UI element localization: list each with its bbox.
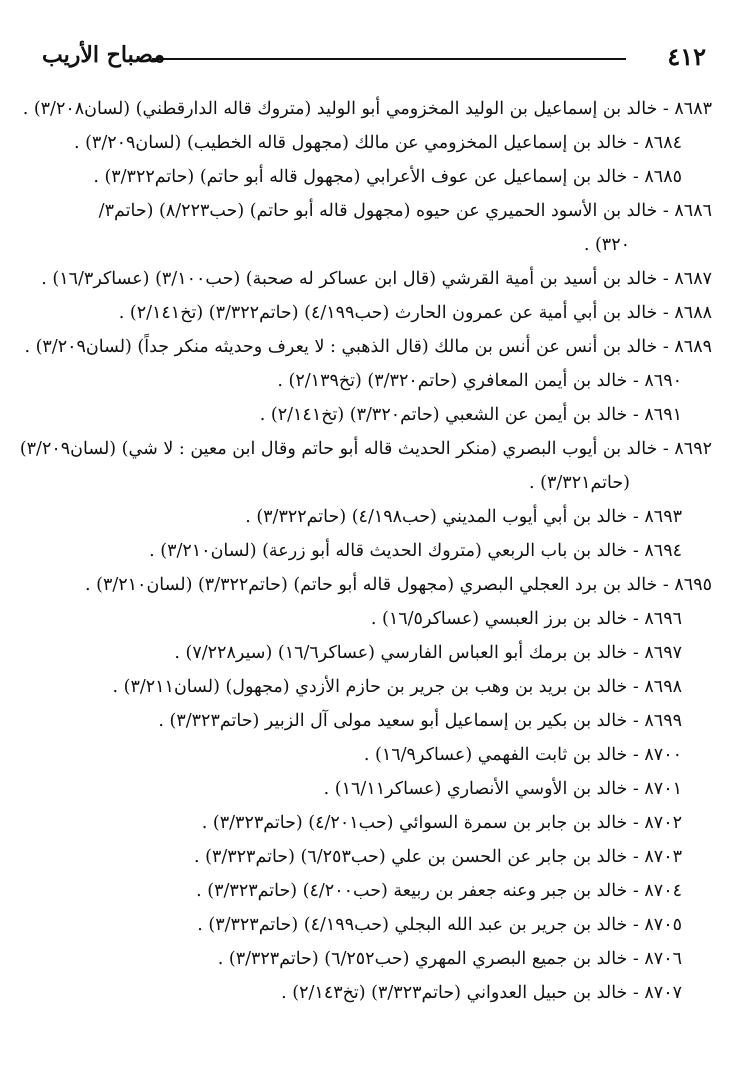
entry-8699 [24,704,712,738]
entry-line: ٨٦٩٩ - خالد بن بكير بن إسماعيل أبو سعيد مولى آل الزبير (حاتم٣/٣٢٣) . [158,711,682,731]
entry-line: ٨٦٩٥ - خالد بن برد العجلي البصري (مجهول قاله أبو حاتم) (حاتم٣/٣٢٢) (لسان٣/٢١٠) . [84,575,712,595]
entry-8698 [24,670,712,704]
entry-line: ٨٦٨٣ - خالد بن إسماعيل بن الوليد المخزومي أبو الوليد (متروك قاله الدارقطني) (لسان٣/٢٠٨) . [22,99,712,119]
entry-line: ٨٦٩٦ - خالد بن برز العبسي (عساكر١٦/٥) . [370,609,682,629]
entry-8686 [24,194,712,262]
entry-8706 [24,942,712,976]
entry-8692 [19,432,712,500]
entry-8691 [24,398,712,432]
entry-line: ٨٧٠٦ - خالد بن جميع البصري المهري (حب٦/٢٥٢) (حاتم٣/٣٢٣) . [217,949,682,969]
entry-8696 [24,602,712,636]
entry-line: ٨٦٩٠ - خالد بن أيمن المعافري (حاتم٣/٣٢٠) (تخ٢/١٣٩) . [277,371,682,391]
entry-8703 [24,840,712,874]
entry-8690 [24,364,712,398]
entry-line: ٨٧٠٠ - خالد بن ثابت الفهمي (عساكر١٦/٩) . [363,745,682,765]
page-header [30,40,718,72]
entry-list [19,92,712,1010]
entry-8702 [24,806,712,840]
entry-8685 [24,160,712,194]
entry-line: ٨٦٩٣ - خالد بن أبي أيوب المديني (حب٤/١٩٨) (حاتم٣/٣٢٢) . [245,507,682,527]
entry-line: ٨٦٩٧ - خالد بن برمك أبو العباس الفارسي (عساكر١٦/٦) (سير٧/٢٢٨) . [174,643,682,663]
entry-8704 [24,874,712,908]
entry-8701 [24,772,712,806]
entry-8683 [24,92,712,126]
entry-8697 [24,636,712,670]
entry-8693 [24,500,712,534]
entry-line: ٨٧٠٤ - خالد بن جبر وعنه جعفر بن ربيعة (حب٤/٢٠٠) (حاتم٣/٣٢٣) . [196,881,682,901]
entry-8684 [24,126,712,160]
page-number: ٤١٢ [667,42,706,71]
entry-line: ٨٦٩٨ - خالد بن بريد بن وهب بن جرير بن حازم الأزدي (مجهول) (لسان٣/٢١١) . [112,677,682,697]
entry-line: ٨٦٨٩ - خالد بن أنس عن أنس بن مالك (قال الذهبي : لا يعرف وحديثه منكر جداً) (لسان٣/٢٠٩) . [24,337,712,357]
entry-line: ٨٦٨٥ - خالد بن إسماعيل عن عوف الأعرابي (مجهول قاله أبو حاتم) (حاتم٣/٣٢٢) . [93,167,682,187]
entry-line: ٨٧٠١ - خالد بن الأوسي الأنصاري (عساكر١٦/١١) . [323,779,682,799]
entry-line: ٨٧٠٣ - خالد بن جابر عن الحسن بن علي (حب٦/٢٥٣) (حاتم٣/٣٢٣) . [194,847,682,867]
entry-8705 [24,908,712,942]
entry-line: ٨٧٠٥ - خالد بن جرير بن عبد الله البجلي (حب٤/١٩٩) (حاتم٣/٣٢٣) . [197,915,682,935]
entry-line: ٨٦٩٤ - خالد بن باب الربعي (متروك الحديث قاله أبو زرعة) (لسان٣/٢١٠) . [149,541,682,561]
entry-line: ٨٧٠٧ - خالد بن حبيل العدواني (حاتم٣/٣٢٣) (تخ٢/١٤٣) . [281,983,682,1003]
entry-line: ٨٧٠٢ - خالد بن جابر بن سمرة السوائي (حب٤/٢٠١) (حاتم٣/٣٢٣) . [201,813,682,833]
entry-line: ٨٦٩١ - خالد بن أيمن عن الشعبي (حاتم٣/٣٢٠) (تخ٢/١٤١) . [259,405,682,425]
entry-8689 [24,330,712,364]
entry-8694 [24,534,712,568]
entry-8707 [24,976,712,1010]
entry-line: ٨٦٨٨ - خالد بن أبي أمية عن عمرون الحارث (حب٤/١٩٩) (حاتم٣/٣٢٢) (تخ٢/١٤١) . [118,303,712,323]
header-rule [152,58,626,60]
entry-line: ٨٦٨٤ - خالد بن إسماعيل المخزومي عن مالك (مجهول قاله الخطيب) (لسان٣/٢٠٩) . [73,133,682,153]
entry-8688 [24,296,712,330]
entry-8695 [24,568,712,602]
entry-line: ٨٦٩٢ - خالد بن أيوب البصري (منكر الحديث قاله أبو حاتم وقال ابن معين : لا شي) (لسان٣/٢٠٩) [19,439,712,459]
book-title: مصباح الأريب [42,42,166,68]
entry-line: ٨٦٨٦ - خالد بن الأسود الحميري عن حيوه (مجهول قاله أبو حاتم) (حب٨/٢٢٣) (حاتم٣/ [98,201,712,221]
entry-8687 [24,262,712,296]
entry-line-continued: ٣٢٠) . [583,235,630,255]
entry-8700 [24,738,712,772]
entry-line-continued: (حاتم٣/٣٢١) . [529,473,630,493]
entry-line: ٨٦٨٧ - خالد بن أسيد بن أمية القرشي (قال ابن عساكر له صحبة) (حب٣/١٠٠) (عساكر١٦/٣) . [41,269,712,289]
